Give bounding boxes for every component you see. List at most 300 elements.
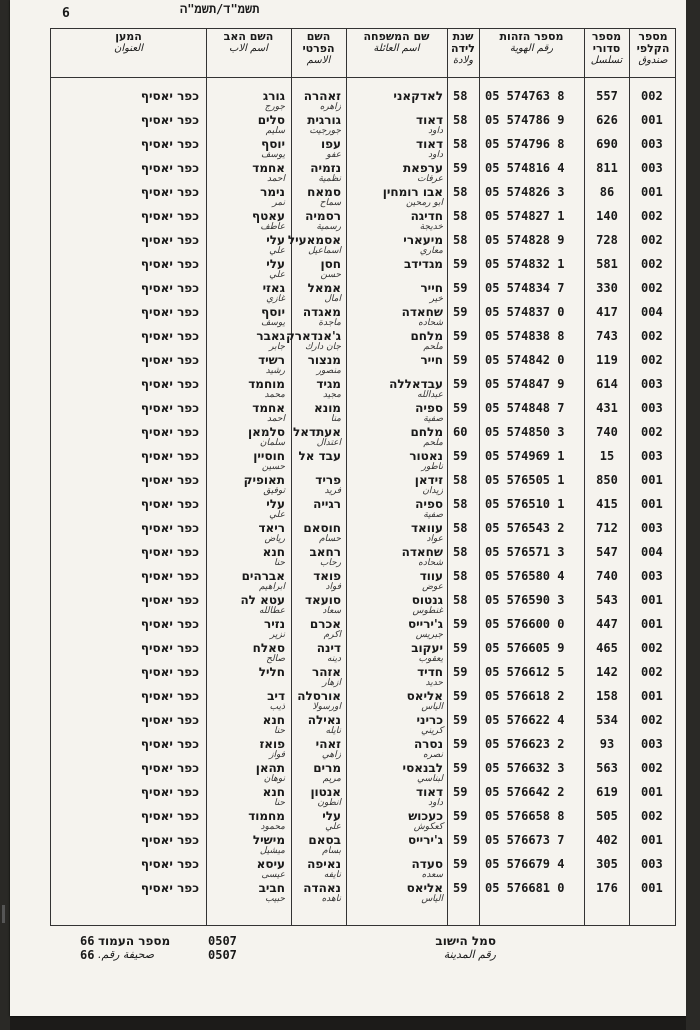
family-name-arabic: كعكوش <box>413 822 443 832</box>
table-row <box>51 833 675 857</box>
id-number: 05 574847 9 <box>485 377 565 391</box>
first-name-arabic: ازهار <box>322 678 341 688</box>
birth-year: 59 <box>453 881 468 895</box>
family-name: מגדידב <box>403 257 443 271</box>
first-name-arabic: فواد <box>325 582 341 592</box>
birth-year: 59 <box>453 353 468 367</box>
family-name: שחאדה <box>401 545 443 559</box>
left-page-edge <box>0 0 10 1030</box>
first-name-arabic: سماح <box>319 198 341 208</box>
family-name-arabic: لبناسي <box>417 774 443 784</box>
father-name-arabic: توفيق <box>263 486 285 496</box>
address: כפר יאסיף <box>140 281 199 295</box>
first-name-arabic: حسن <box>320 270 341 280</box>
address: כפר יאסיף <box>140 257 199 271</box>
address: כפר יאסיף <box>140 737 199 751</box>
box-number: 002 <box>641 209 663 223</box>
father-name: מחמוד <box>248 809 285 823</box>
box-number: 003 <box>641 449 663 463</box>
father-name-arabic: يوسف <box>260 318 285 328</box>
serial-number: 581 <box>596 257 618 271</box>
family-name-arabic: معاري <box>419 246 443 256</box>
serial-number: 140 <box>596 209 618 223</box>
first-name-arabic: علي <box>325 822 341 832</box>
first-name: פואד <box>313 569 341 583</box>
father-name: חליל <box>258 665 285 679</box>
father-name-arabic: محمد <box>264 390 285 400</box>
father-name: סאלח <box>252 641 285 655</box>
birth-year: 58 <box>453 137 468 151</box>
father-name-arabic: فواز <box>269 750 285 760</box>
box-number: 001 <box>641 785 663 799</box>
serial-number: 614 <box>596 377 618 391</box>
birth-year: 59 <box>453 761 468 775</box>
id-number: 05 574969 1 <box>485 449 565 463</box>
table-row <box>51 521 675 545</box>
first-name-arabic: سعاد <box>322 606 341 616</box>
first-name-arabic: اسماعيل <box>308 246 341 256</box>
table-row <box>51 329 675 353</box>
serial-number: 465 <box>596 641 618 655</box>
father-name-arabic: سليم <box>265 126 285 136</box>
serial-number: 330 <box>596 281 618 295</box>
serial-number: 305 <box>596 857 618 871</box>
family-name-arabic: خديجة <box>419 222 443 232</box>
father-name: מישיל <box>252 833 285 847</box>
father-name: חביב <box>258 881 285 895</box>
box-number: 002 <box>641 641 663 655</box>
father-name-arabic: حنا <box>273 726 285 736</box>
address: כפר יאסיף <box>140 161 199 175</box>
family-name: אליאס <box>406 689 443 703</box>
family-name: ג'ירייס <box>407 833 443 847</box>
id-number: 05 574850 3 <box>485 425 565 439</box>
first-name: אסמאעיל <box>287 233 341 247</box>
id-number: 05 574827 1 <box>485 209 565 223</box>
father-name-arabic: نزير <box>270 630 285 640</box>
id-number: 05 574816 4 <box>485 161 565 175</box>
box-number: 002 <box>641 281 663 295</box>
birth-year: 59 <box>453 713 468 727</box>
box-number: 002 <box>641 665 663 679</box>
address: כפר יאסיף <box>140 305 199 319</box>
birth-year: 59 <box>453 401 468 415</box>
box-number: 001 <box>641 689 663 703</box>
box-number: 003 <box>641 857 663 871</box>
family-name: ספיה <box>415 401 443 415</box>
box-number: 002 <box>641 257 663 271</box>
father-name: עאטף <box>252 209 285 223</box>
header-father: השם האב اسم الاب <box>223 30 274 54</box>
box-number: 004 <box>641 305 663 319</box>
family-name: חייר <box>420 353 443 367</box>
settlement-code-2: 0507 <box>208 948 237 962</box>
first-name-arabic: مجيد <box>322 390 341 400</box>
id-number: 05 576605 9 <box>485 641 565 655</box>
birth-year: 58 <box>453 209 468 223</box>
serial-number: 158 <box>596 689 618 703</box>
address: כפר יאסיף <box>140 473 199 487</box>
box-number: 003 <box>641 737 663 751</box>
family-name: כריני <box>416 713 443 727</box>
serial-number: 557 <box>596 89 618 103</box>
first-name: אעתדאל <box>293 425 341 439</box>
page-top-header: תשמ"ד/תשמ"ה <box>180 2 260 16</box>
family-name-arabic: شحاده <box>418 318 443 328</box>
birth-year: 59 <box>453 809 468 823</box>
voter-ledger-table <box>50 28 676 926</box>
first-name-arabic: حسام <box>319 534 341 544</box>
header-family: שם המשפחה اسم العائلة <box>363 30 430 54</box>
id-number: 05 576600 0 <box>485 617 565 631</box>
first-name-arabic: جان دارك <box>304 342 341 352</box>
table-row <box>51 233 675 257</box>
address: כפר יאסיף <box>140 617 199 631</box>
address: כפר יאסיף <box>140 881 199 895</box>
family-name-arabic: ملحم <box>423 438 443 448</box>
father-name: מוחמד <box>248 377 285 391</box>
family-name: מלחם <box>410 329 443 343</box>
table-row <box>51 713 675 737</box>
first-name: נזמיה <box>310 161 341 175</box>
serial-number: 543 <box>596 593 618 607</box>
father-name: רשיד <box>258 353 285 367</box>
birth-year: 58 <box>453 473 468 487</box>
father-name: ריאד <box>258 521 285 535</box>
id-number: 05 576590 3 <box>485 593 565 607</box>
family-name-arabic: ابو رمحين <box>405 198 443 208</box>
father-name: דיב <box>267 689 285 703</box>
id-number: 05 576679 4 <box>485 857 565 871</box>
serial-number: 740 <box>596 569 618 583</box>
first-name-arabic: جورجيت <box>309 126 341 136</box>
box-number: 001 <box>641 497 663 511</box>
table-row <box>51 137 675 161</box>
header-box: מספר הקלפי صندوق <box>636 30 670 66</box>
birth-year: 59 <box>453 689 468 703</box>
table-row <box>51 857 675 881</box>
first-name-arabic: منا <box>330 414 341 424</box>
header-year: שנת לידה ولادة <box>451 30 475 66</box>
id-number: 05 574842 0 <box>485 353 565 367</box>
first-name: אורסלה <box>297 689 341 703</box>
id-number: 05 574826 3 <box>485 185 565 199</box>
family-name-arabic: زيدان <box>422 486 443 496</box>
box-number: 001 <box>641 185 663 199</box>
first-name-arabic: اعتدال <box>316 438 341 448</box>
first-name: מונא <box>314 401 341 415</box>
first-name: ג'אנדארק <box>285 329 341 343</box>
birth-year: 58 <box>453 185 468 199</box>
id-number: 05 576673 7 <box>485 833 565 847</box>
father-name: גאזי <box>262 281 285 295</box>
box-number: 003 <box>641 161 663 175</box>
father-name: נזיר <box>264 617 285 631</box>
table-row <box>51 353 675 377</box>
serial-number: 690 <box>596 137 618 151</box>
first-name-arabic: مريم <box>322 774 341 784</box>
father-name: חנא <box>262 545 285 559</box>
first-name: רסמיה <box>305 209 341 223</box>
first-name: אנטון <box>310 785 341 799</box>
table-row <box>51 545 675 569</box>
address: כפר יאסיף <box>140 113 199 127</box>
box-number: 001 <box>641 617 663 631</box>
family-name: שחאדה <box>401 305 443 319</box>
father-name-arabic: محمود <box>260 822 285 832</box>
address: כפר יאסיף <box>140 833 199 847</box>
table-row <box>51 641 675 665</box>
father-name-arabic: حنا <box>273 558 285 568</box>
father-name-arabic: يوسف <box>260 150 285 160</box>
birth-year: 58 <box>453 113 468 127</box>
father-name: סלים <box>257 113 285 127</box>
first-name: עפו <box>320 137 341 151</box>
page-label-ar: صحيفة رقم. <box>98 948 155 961</box>
father-name-arabic: ابراهيم <box>259 582 285 592</box>
page-no-2: 66 <box>80 948 95 962</box>
table-row <box>51 689 675 713</box>
settlement-label: סמל הישוב <box>435 934 496 948</box>
family-name-arabic: عرفات <box>417 174 443 184</box>
birth-year: 59 <box>453 329 468 343</box>
father-name: עלי <box>266 233 285 247</box>
serial-number: 505 <box>596 809 618 823</box>
address: כפר יאסיף <box>140 809 199 823</box>
father-name-arabic: صالح <box>266 654 285 664</box>
family-name: דאוד <box>416 137 443 151</box>
box-number: 003 <box>641 521 663 535</box>
id-number: 05 576618 2 <box>485 689 565 703</box>
father-name: חנא <box>262 785 285 799</box>
binding-mark <box>2 905 5 923</box>
first-name: דינה <box>316 641 341 655</box>
father-name: גורג <box>262 89 285 103</box>
first-name: חוסאם <box>303 521 341 535</box>
father-name: עיסא <box>256 857 285 871</box>
first-name-arabic: نايفه <box>323 870 341 880</box>
father-name-arabic: حبيب <box>265 894 285 904</box>
family-name: כעכוש <box>408 809 443 823</box>
first-name: מאגדה <box>302 305 341 319</box>
id-number: 05 574828 9 <box>485 233 565 247</box>
first-name: אכרם <box>309 617 341 631</box>
first-name-arabic: رسمية <box>316 222 341 232</box>
first-name-arabic: نظمية <box>318 174 341 184</box>
box-number: 001 <box>641 473 663 487</box>
father-name-arabic: حنا <box>273 798 285 808</box>
table-row <box>51 737 675 761</box>
table-row <box>51 89 675 113</box>
first-name: רחאב <box>309 545 341 559</box>
family-name-arabic: حديد <box>425 678 443 688</box>
family-name: ערפאת <box>402 161 443 175</box>
birth-year: 59 <box>453 161 468 175</box>
father-name-arabic: غازي <box>266 294 285 304</box>
table-row <box>51 281 675 305</box>
birth-year: 59 <box>453 281 468 295</box>
family-name: נסרה <box>413 737 443 751</box>
id-number: 05 574834 7 <box>485 281 565 295</box>
father-name-arabic: علي <box>269 246 285 256</box>
birth-year: 59 <box>453 641 468 655</box>
family-name: לבנאסי <box>402 761 443 775</box>
first-name-arabic: ماجدة <box>318 318 341 328</box>
serial-number: 850 <box>596 473 618 487</box>
serial-number: 431 <box>596 401 618 415</box>
serial-number: 176 <box>596 881 618 895</box>
header-first: השם הפרטי الاسم <box>302 30 335 66</box>
birth-year: 59 <box>453 617 468 631</box>
father-name: חוסיין <box>253 449 285 463</box>
box-number: 001 <box>641 593 663 607</box>
first-name-arabic: نايله <box>325 726 341 736</box>
serial-number: 415 <box>596 497 618 511</box>
id-number: 05 576632 3 <box>485 761 565 775</box>
box-number: 003 <box>641 401 663 415</box>
father-name-arabic: عطالله <box>258 606 285 616</box>
father-name-arabic: علي <box>269 270 285 280</box>
first-name: זאהי <box>315 737 341 751</box>
serial-number: 93 <box>599 737 615 751</box>
serial-number: 712 <box>596 521 618 535</box>
birth-year: 58 <box>453 89 468 103</box>
first-name: סועאד <box>304 593 341 607</box>
first-name-arabic: امال <box>324 294 341 304</box>
family-name: זידאן <box>414 473 443 487</box>
father-name: סלמאן <box>248 425 285 439</box>
first-name-arabic: انطون <box>317 798 341 808</box>
family-name-arabic: خير <box>429 294 443 304</box>
table-row <box>51 665 675 689</box>
father-name: תאופיק <box>243 473 285 487</box>
family-name: עוואד <box>410 521 443 535</box>
box-number: 004 <box>641 545 663 559</box>
birth-year: 59 <box>453 785 468 799</box>
address: כפר יאסיף <box>140 497 199 511</box>
table-row <box>51 809 675 833</box>
family-name: חייר <box>420 281 443 295</box>
birth-year: 59 <box>453 833 468 847</box>
serial-number: 563 <box>596 761 618 775</box>
first-name-arabic: منصور <box>316 366 341 376</box>
first-name: נאילה <box>307 713 341 727</box>
father-name-arabic: جابر <box>269 342 285 352</box>
birth-year: 58 <box>453 593 468 607</box>
id-number: 05 574848 7 <box>485 401 565 415</box>
table-row <box>51 473 675 497</box>
father-name-arabic: عاطف <box>260 222 285 232</box>
right-page-edge <box>686 0 700 1030</box>
birth-year: 58 <box>453 497 468 511</box>
father-name-arabic: جورج <box>264 102 285 112</box>
family-name-arabic: عواد <box>426 534 443 544</box>
box-number: 002 <box>641 425 663 439</box>
father-name: עלי <box>266 257 285 271</box>
address: כפר יאסיף <box>140 185 199 199</box>
family-name: נאטור <box>409 449 443 463</box>
family-name-arabic: صفية <box>423 414 443 424</box>
header-address: המען العنوان <box>114 30 143 54</box>
birth-year: 60 <box>453 425 468 439</box>
birth-year: 59 <box>453 377 468 391</box>
document-page <box>10 0 686 1016</box>
family-name: ג'ירייס <box>407 617 443 631</box>
table-row <box>51 449 675 473</box>
first-name: עבד אל <box>298 449 341 463</box>
family-name: אבו רומחין <box>382 185 443 199</box>
id-number: 05 574838 8 <box>485 329 565 343</box>
table-row <box>51 257 675 281</box>
table-row <box>51 185 675 209</box>
header-serial: מספר סדורי تسلسل <box>590 30 623 66</box>
address: כפר יאסיף <box>140 233 199 247</box>
first-name-arabic: ناهده <box>321 894 341 904</box>
family-name: אליאס <box>406 881 443 895</box>
table-row <box>51 761 675 785</box>
father-name-arabic: نمر <box>272 198 285 208</box>
first-name-arabic: فريد <box>324 486 341 496</box>
table-row <box>51 497 675 521</box>
address: כפר יאסיף <box>140 521 199 535</box>
father-name-arabic: علي <box>269 510 285 520</box>
birth-year: 59 <box>453 449 468 463</box>
family-name: עווד <box>419 569 443 583</box>
birth-year: 59 <box>453 257 468 271</box>
id-number: 05 576658 8 <box>485 809 565 823</box>
table-row <box>51 617 675 641</box>
family-name: דאוד <box>416 113 443 127</box>
first-name: בסאם <box>308 833 341 847</box>
first-name: נאיפה <box>307 857 341 871</box>
serial-number: 619 <box>596 785 618 799</box>
address: כפר יאסיף <box>140 785 199 799</box>
id-number: 05 576580 4 <box>485 569 565 583</box>
box-number: 001 <box>641 113 663 127</box>
family-name: ספיה <box>415 497 443 511</box>
family-name: לאדקאני <box>393 89 443 103</box>
address: כפר יאסיף <box>140 401 199 415</box>
first-name-arabic: اكرم <box>323 630 341 640</box>
box-number: 002 <box>641 89 663 103</box>
address: כפר יאסיף <box>140 329 199 343</box>
family-name-arabic: شحاده <box>418 558 443 568</box>
table-row <box>51 305 675 329</box>
settlement-label-ar: رقم المدينة <box>443 948 496 961</box>
box-number: 002 <box>641 329 663 343</box>
father-name: תהאן <box>255 761 285 775</box>
address: כפר יאסיף <box>140 353 199 367</box>
address: כפר יאסיף <box>140 377 199 391</box>
birth-year: 59 <box>453 857 468 871</box>
family-name: דאוד <box>416 785 443 799</box>
family-name: מלחם <box>410 425 443 439</box>
first-name-arabic: عفو <box>326 150 341 160</box>
father-name: אחמד <box>252 401 285 415</box>
id-number: 05 574796 8 <box>485 137 565 151</box>
id-number: 05 576612 5 <box>485 665 565 679</box>
id-number: 05 574832 1 <box>485 257 565 271</box>
family-name: עבדאללה <box>389 377 443 391</box>
first-name: מגיד <box>316 377 341 391</box>
birth-year: 59 <box>453 737 468 751</box>
first-name: מרים <box>313 761 341 775</box>
box-number: 002 <box>641 353 663 367</box>
box-number: 003 <box>641 137 663 151</box>
address: כפר יאסיף <box>140 545 199 559</box>
page-label: מספר העמוד <box>98 934 171 948</box>
box-number: 002 <box>641 809 663 823</box>
